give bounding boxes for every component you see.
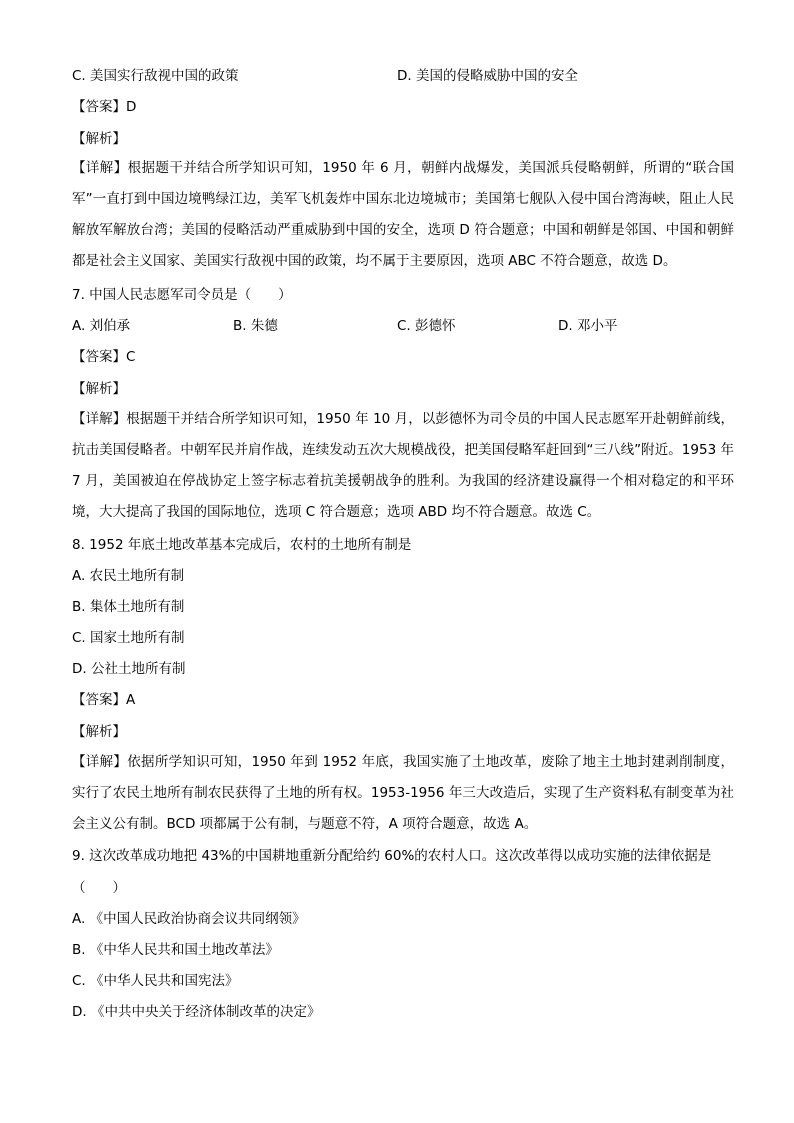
q8-option-d: D. 公社土地所有制 [72,661,186,677]
q8-question: 8. 1952 年底土地改革基本完成后，农村的土地所有制是 [72,537,412,553]
q9-option-a: A. 《中国人民政治协商会议共同纲领》 [72,911,306,927]
q6-detail: 【详解】根据题干并结合所学知识可知，1950 年 6 月，朝鲜内战爆发，美国派兵侵略朝鲜，所谓的“联合国军”一直打到中国边境鸭绿江边，美军飞机轰炸中国东北边境城市；美国第七舰队入侵中国台湾海峡，阻止人民解放军解放台湾；美国的侵略活动严重威胁到中国的安全，选项 D 符合题意；中国和朝鲜是邻国、中国和朝鲜都是社会主义国家、美国实行敌视中国的政策，均不属于主要原因，选项 ABC 不符合题意，故选 D。 [72,160,734,269]
q8-option-a: A. 农民土地所有制 [72,568,185,584]
q8-analysis-heading: 【解析】 [72,724,126,740]
q7-option-b: B. 朱德 [233,318,278,334]
q8-option-b: B. 集体土地所有制 [72,599,185,615]
q9-blank: （ ） [72,880,126,896]
q8-detail: 【详解】依据所学知识可知，1950 年到 1952 年底，我国实施了土地改革，废除了地主土地封建剥削制度，实行了农民土地所有制农民获得了土地的所有权。1953-1956 年三大改造后，实现了生产资料私有制变革为社会主义公有制。BCD 项都属于公有制，与题意不符，A 项符合题意，故选 A。 [72,754,734,832]
q6-answer: 【答案】D [72,99,137,115]
q8-answer: 【答案】A [72,692,136,708]
q6-option-c: C. 美国实行敌视中国的政策 [72,68,239,84]
q6-analysis-heading: 【解析】 [72,131,126,147]
q7-option-c: C. 彭德怀 [397,318,456,334]
q7-answer: 【答案】C [72,349,136,365]
q9-question: 9. 这次改革成功地把 43%的中国耕地重新分配给约 60%的农村人口。这次改革得以成功实施的法律依据是 [72,848,712,864]
q7-question: 7. 中国人民志愿军司令员是（ ） [72,287,292,303]
q9-option-c: C. 《中华人民共和国宪法》 [72,973,239,989]
q7-detail: 【详解】根据题干并结合所学知识可知，1950 年 10 月，以彭德怀为司令员的中国人民志愿军开赴朝鲜前线，抗击美国侵略者。中朝军民并肩作战，连续发动五次大规模战役，把美国侵略军赶回到“三八线”附近。1953 年 7 月，美国被迫在停战协定上签字标志着抗美援朝战争的胜利。为我国的经济建设赢得一个相对稳定的和平环境，大大提高了我国的国际地位，选项 C 符合题意；选项 ABD 均不符合题意。故选 C。 [72,411,734,520]
q6-option-d: D. 美国的侵略威胁中国的安全 [397,68,578,84]
q7-option-a: A. 刘伯承 [72,318,131,334]
q9-option-d: D. 《中共中央关于经济体制改革的决定》 [72,1004,321,1020]
q9-option-b: B. 《中华人民共和国土地改革法》 [72,942,279,958]
q7-option-d: D. 邓小平 [558,318,618,334]
q7-analysis-heading: 【解析】 [72,381,126,397]
q8-option-c: C. 国家土地所有制 [72,630,185,646]
